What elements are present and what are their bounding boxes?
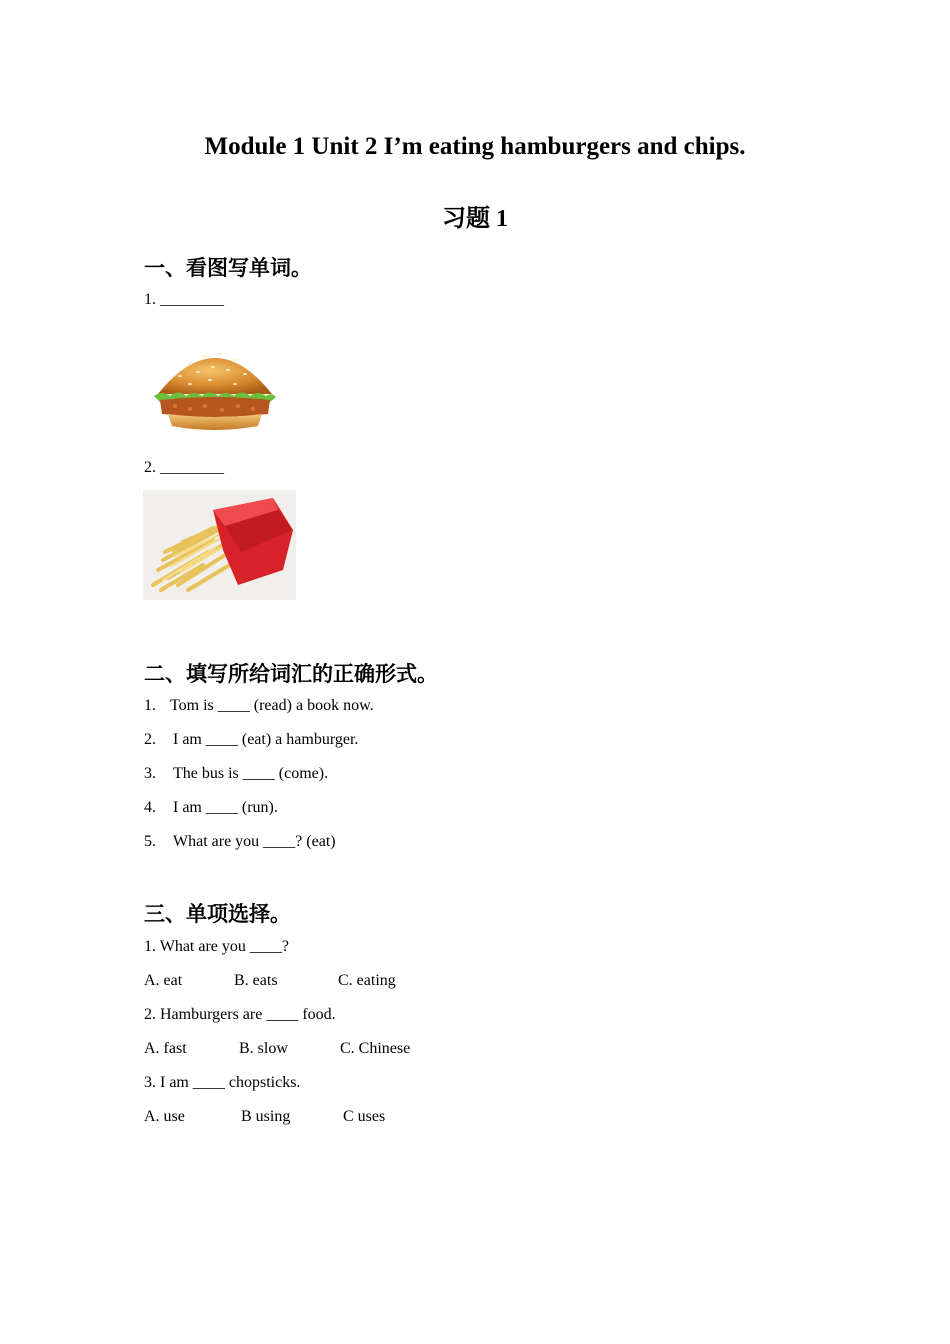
fill-item-1-text: Tom is ____ (read) a book now. [170, 697, 374, 714]
fill-item-4-number: 4. [144, 799, 156, 816]
fill-item-4-text: I am ____ (run). [173, 799, 278, 816]
choice-1-option-c: C. eating [338, 972, 396, 989]
fill-item-5-text: What are you ____? (eat) [173, 833, 336, 850]
section-1-heading: 一、看图写单词。 [144, 256, 312, 280]
choice-3-option-a: A. use [144, 1108, 185, 1125]
choice-question-3: 3. I am ____ chopsticks. [144, 1074, 301, 1091]
picture-item-2-label: 2. ________ [144, 459, 224, 476]
hamburger-image [150, 334, 280, 434]
section-2-heading: 二、填写所给词汇的正确形式。 [144, 662, 438, 686]
choice-1-option-a: A. eat [144, 972, 183, 989]
choice-2-option-b: B. slow [239, 1040, 288, 1057]
choice-2-option-c: C. Chinese [340, 1040, 411, 1057]
fill-item-5-number: 5. [144, 833, 156, 850]
picture-item-1-label: 1. ________ [144, 291, 224, 308]
exercise-subtitle: 习题 1 [442, 206, 508, 232]
choice-question-2: 2. Hamburgers are ____ food. [144, 1006, 336, 1023]
page-title: Module 1 Unit 2 I’m eating hamburgers and chips. [204, 133, 746, 160]
fill-item-1-number: 1. [144, 697, 156, 714]
french-fries-image [143, 490, 296, 600]
choice-1-option-b: B. eats [234, 972, 278, 989]
fill-item-2-text: I am ____ (eat) a hamburger. [173, 731, 359, 748]
choice-3-option-b: B using [241, 1108, 291, 1125]
choice-question-1: 1. What are you ____? [144, 938, 289, 955]
choice-2-option-a: A. fast [144, 1040, 187, 1057]
fill-item-2-number: 2. [144, 731, 156, 748]
fill-item-3-text: The bus is ____ (come). [173, 765, 329, 782]
section-3-heading: 三、单项选择。 [144, 902, 291, 926]
fill-item-3-number: 3. [144, 765, 156, 782]
choice-3-option-c: C uses [343, 1108, 386, 1125]
